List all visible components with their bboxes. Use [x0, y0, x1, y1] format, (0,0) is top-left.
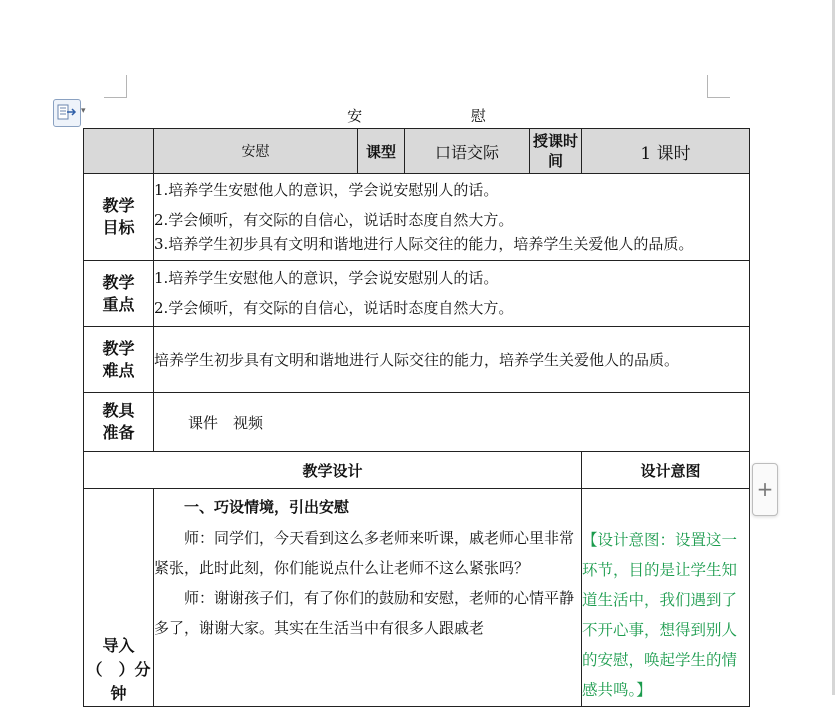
tools-label: 教具准备	[84, 393, 154, 452]
difficulties-label: 教学难点	[84, 327, 154, 393]
intent-heading: 设计意图	[582, 452, 750, 489]
add-row-button[interactable]	[752, 463, 778, 516]
key-point-item: 2.学会倾听，有交际的自信心，说话时态度自然大方。	[154, 299, 514, 317]
design-heading: 教学设计	[84, 452, 582, 489]
design-heading-row	[84, 452, 750, 489]
difficulties-content	[154, 327, 750, 393]
header-row	[84, 129, 750, 174]
plus-icon: +	[756, 477, 774, 501]
document-title: 安 慰	[347, 107, 538, 125]
design-intent-text: 【设计意图：设置这一环节，目的是让学生知道生活中，我们遇到了不开心事，想得到别人的安慰，唤起学生的情感共鸣。】	[582, 489, 750, 707]
time-value: 1 课时	[582, 129, 750, 174]
key-points-label: 教学重点	[84, 261, 154, 327]
key-point-item: 1.培养学生安慰他人的意识，学会说安慰别人的话。	[154, 269, 499, 287]
stage-label: 导入（ ）分钟	[84, 489, 154, 707]
goal-item: 3.培养学生初步具有文明和谐地进行人际交往的能力，培养学生关爱他人的品质。	[154, 235, 694, 253]
section-title: 一、巧设情境，引出安慰	[184, 498, 350, 516]
goals-label: 教学目标	[84, 174, 154, 261]
design-paragraph: 师：谢谢孩子们，有了你们的鼓励和安慰，老师的心情平静多了，谢谢大家。其实在生活当中有很多人跟戚老	[154, 589, 575, 637]
goal-item: 2.学会倾听，有交际的自信心，说话时态度自然大方。	[154, 211, 514, 229]
goals-row	[84, 174, 750, 261]
layout-options-icon	[53, 99, 81, 127]
chevron-down-icon: ▾	[81, 106, 86, 116]
time-label: 授课时间	[530, 129, 582, 174]
key-points-content	[154, 261, 750, 327]
lead-in-row	[84, 489, 750, 707]
goals-content	[154, 174, 750, 261]
key-points-row	[84, 261, 750, 327]
lesson-name: 安慰	[154, 129, 358, 174]
tools-row	[84, 393, 750, 452]
type-value: 口语交际	[405, 129, 530, 174]
design-content	[154, 489, 582, 707]
goal-item: 1.培养学生安慰他人的意识，学会说安慰别人的话。	[154, 181, 499, 199]
lesson-plan-table	[83, 128, 750, 707]
difficulties-text: 培养学生初步具有文明和谐地进行人际交往的能力，培养学生关爱他人的品质。	[154, 350, 680, 369]
page-corner-mark-left	[104, 75, 127, 98]
difficulties-row	[84, 327, 750, 393]
tools-content: 课件 视频	[154, 393, 750, 452]
page-corner-mark-right	[707, 75, 730, 98]
design-paragraph: 师：同学们，今天看到这么多老师来听课，戚老师心里非常紧张，此时此刻，你们能说点什么让老师不这么紧张吗？	[154, 529, 575, 577]
type-label: 课型	[358, 129, 405, 174]
